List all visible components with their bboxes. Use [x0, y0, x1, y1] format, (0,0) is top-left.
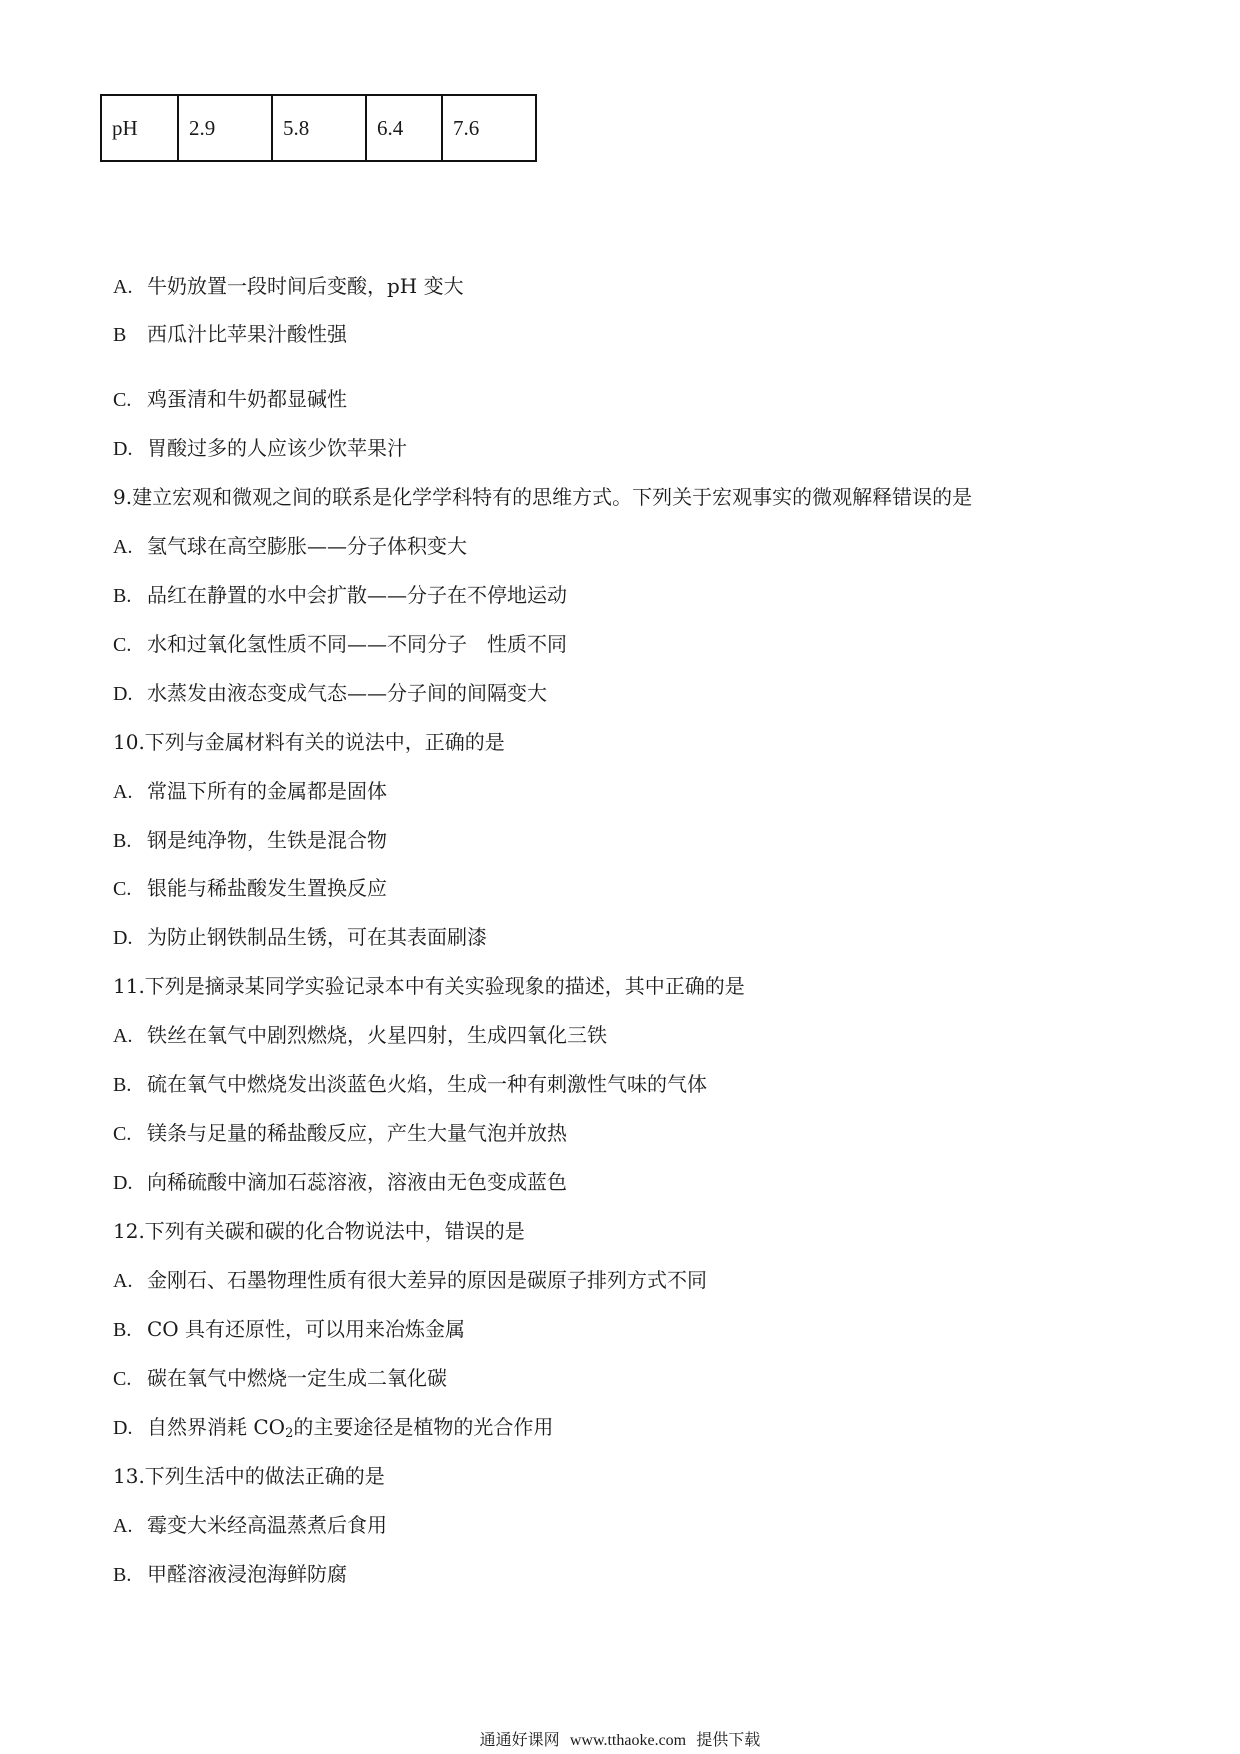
footer-provide-download: 提供下载: [696, 1732, 761, 1749]
q12-option-a: A. 金刚石、石墨物理性质有很大差异的原因是碳原子排列方式不同: [113, 1268, 707, 1292]
q11-option-c: C. 镁条与足量的稀盐酸反应，产生大量气泡并放热: [113, 1121, 567, 1145]
q8-option-c: C. 鸡蛋清和牛奶都显碱性: [113, 387, 347, 411]
q8-option-b: B 西瓜汁比苹果汁酸性强: [113, 322, 347, 346]
q11-option-a: A. 铁丝在氧气中剧烈燃烧，火星四射，生成四氧化三铁: [113, 1023, 607, 1047]
ph-value-cell: 2.9: [178, 95, 272, 161]
q10-option-d: D. 为防止钢铁制品生锈，可在其表面刷漆: [113, 925, 487, 949]
ph-value-cell: 5.8: [272, 95, 366, 161]
q12-option-b: B. CO 具有还原性，可以用来冶炼金属: [113, 1317, 466, 1341]
ph-table: [100, 94, 537, 162]
q11-option-d: D. 向稀硫酸中滴加石蕊溶液，溶液由无色变成蓝色: [113, 1170, 567, 1194]
q10-stem: 10.下列与金属材料有关的说法中，正确的是: [113, 730, 505, 754]
footer-site-name: 通通好课网: [479, 1732, 560, 1749]
q13-option-a: A. 霉变大米经高温蒸煮后食用: [113, 1513, 387, 1537]
footer-url[interactable]: www.tthaoke.com: [569, 1732, 687, 1749]
q10-option-a: A. 常温下所有的金属都是固体: [113, 779, 387, 803]
q8-option-a: A. 牛奶放置一段时间后变酸，pH 变大: [113, 274, 464, 298]
q9-stem: 9.建立宏观和微观之间的联系是化学学科特有的思维方式。下列关于宏观事实的微观解释错误的是: [113, 485, 973, 509]
q9-option-b: B. 品红在静置的水中会扩散——分子在不停地运动: [113, 583, 567, 607]
q13-stem: 13.下列生活中的做法正确的是: [113, 1464, 385, 1488]
ph-row: [101, 95, 536, 161]
q10-option-c: C. 银能与稀盐酸发生置换反应: [113, 876, 387, 900]
q10-option-b: B. 钢是纯净物，生铁是混合物: [113, 828, 387, 852]
q13-option-b: B. 甲醛溶液浸泡海鲜防腐: [113, 1562, 347, 1586]
q12-option-c: C. 碳在氧气中燃烧一定生成二氧化碳: [113, 1366, 447, 1390]
ph-value-cell: 6.4: [366, 95, 442, 161]
q8-option-d: D. 胃酸过多的人应该少饮苹果汁: [113, 436, 407, 460]
q9-option-c: C. 水和过氧化氢性质不同——不同分子 性质不同: [113, 632, 567, 656]
q12-stem: 12.下列有关碳和碳的化合物说法中，错误的是: [113, 1219, 525, 1243]
q12-option-d: D. 自然界消耗 $CO_2$的主要途径是植物的光合作用: [113, 1415, 554, 1441]
ph-value-cell: 7.6: [442, 95, 536, 161]
q11-option-b: B. 硫在氧气中燃烧发出淡蓝色火焰，生成一种有刺激性气味的气体: [113, 1072, 707, 1096]
q11-stem: 11.下列是摘录某同学实验记录本中有关实验现象的描述，其中正确的是: [113, 974, 745, 998]
q9-option-d: D. 水蒸发由液态变成气态——分子间的间隔变大: [113, 681, 547, 705]
q9-option-a: A. 氢气球在高空膨胀——分子体积变大: [113, 534, 467, 558]
page-footer: [0, 1730, 1240, 1751]
subscript-2: 2: [285, 1426, 294, 1441]
ph-header-cell: pH: [101, 95, 178, 161]
